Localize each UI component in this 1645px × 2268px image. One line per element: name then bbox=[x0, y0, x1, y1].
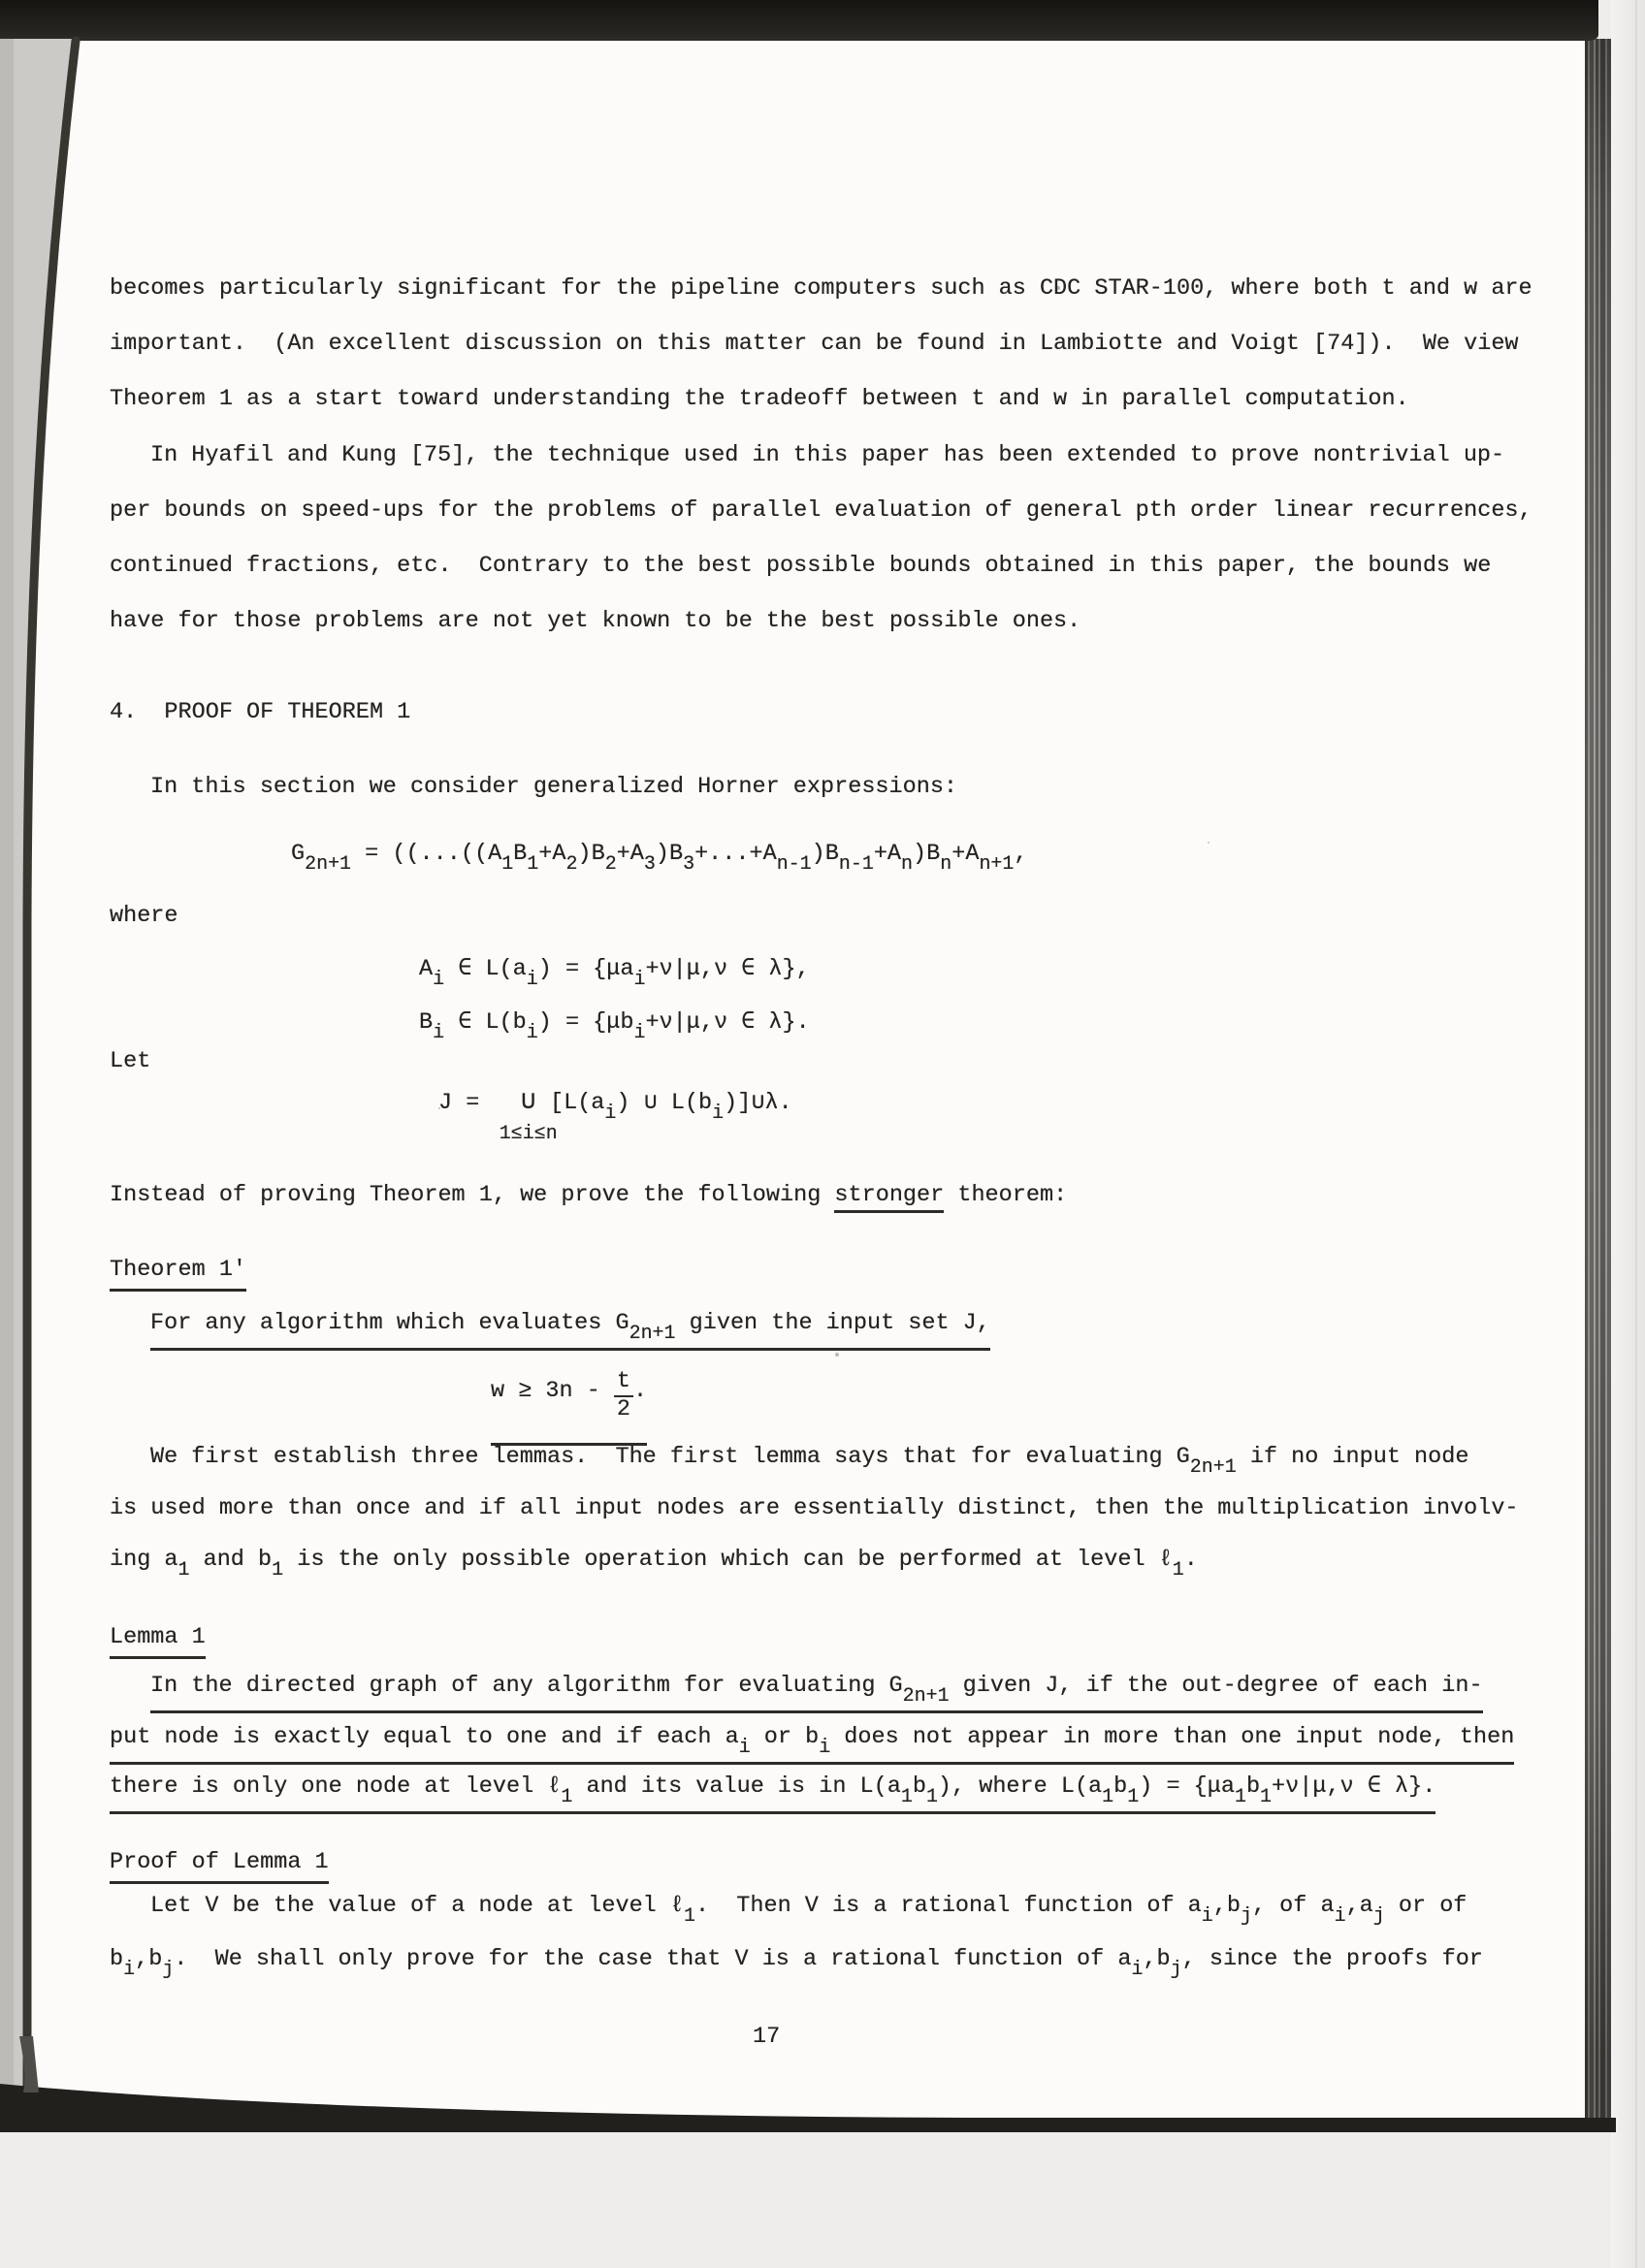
line-where: where bbox=[110, 903, 178, 929]
line-proof-2: $b_i,b_j$. We shall only prove for the case that V is a rational function of $a_i,b_j$, since the proofs for bbox=[110, 1946, 1483, 1980]
line-eq-a: $A_i$ ∈ $L(a_i) = \{\mu a_i+\nu|\mu,\nu$ ∈ λ}, bbox=[419, 956, 810, 990]
line-p3-1: In this section we consider generalized Horner expressions: bbox=[150, 774, 958, 800]
line-lemma-1: In the directed graph of any algorithm for evaluating $G_{2n+1}$ given J, if the out-degree of each in- bbox=[150, 1672, 1483, 1713]
line-sec-heading: 4. PROOF OF THEOREM 1 bbox=[110, 699, 411, 725]
line-eq-j: J = ∪ 1≤i≤n [$L(a_i)$ ∪ $L(b_i)]\cup\lambda$. bbox=[438, 1088, 792, 1144]
line-eq-g: $G_{2n+1} = ((...((A_1B_1+A_2)B_2+A_3)B_3+...+A_{n-1})B_{n-1}+A_n)B_n+A_{n+1}$, bbox=[291, 841, 1028, 875]
line-let: Let bbox=[110, 1048, 151, 1074]
line-proof-1: Let V be the value of a node at level ℓ$_1$. Then V is a rational function of $a_i,b_j$, of $a_i,a_j$ or of bbox=[150, 1893, 1468, 1927]
line-eq-b: $B_i$ ∈ $L(b_i) = \{\mu b_i+\nu|\mu,\nu$ ∈ λ}. bbox=[419, 1009, 810, 1043]
line-p1-3: Theorem 1 as a start toward understanding the tradeoff between t and w in parallel computation. bbox=[110, 386, 1409, 412]
line-p1-1: becomes particularly significant for the pipeline computers such as CDC STAR-100, where both t and w are bbox=[110, 275, 1532, 302]
line-p5-1: We first establish three lemmas. The first lemma says that for evaluating $G_{2n+1}$ if no input node bbox=[150, 1444, 1469, 1478]
line-p4-1: Instead of proving Theorem 1, we prove the following stronger theorem: bbox=[110, 1181, 1067, 1210]
line-lemma-3: there is only one node at level ℓ$_1$ and its value is in $L(a_1b_1)$, where $L(a_1b_1) = \{\mu a_1b_1+\nu|\mu,\nu$ ∈ λ}. bbox=[110, 1773, 1435, 1814]
line-page-number: 17 bbox=[753, 2024, 781, 2050]
line-p2-1: In Hyafil and Kung [75], the technique used in this paper has been extended to prove nontrivial up- bbox=[150, 442, 1505, 468]
line-proof-heading: Proof of Lemma 1 bbox=[110, 1848, 329, 1884]
line-p1-2: important. (An excellent discussion on this matter can be found in Lambiotte and Voigt [74]). We view bbox=[110, 331, 1519, 357]
line-thm-1: For any algorithm which evaluates $G_{2n+1}$ given the input set J, bbox=[150, 1309, 990, 1351]
line-p2-4: have for those problems are not yet known to be the best possible ones. bbox=[110, 608, 1081, 634]
line-thm-heading: Theorem 1' bbox=[110, 1256, 246, 1292]
line-p5-3: ing $a_1$ and $b_1$ is the only possible operation which can be performed at level ℓ$_1$. bbox=[110, 1547, 1198, 1581]
union-operator: ∪ 1≤i≤n bbox=[499, 1088, 558, 1144]
line-p2-2: per bounds on speed-ups for the problems of parallel evaluation of general pth order linear recurrences, bbox=[110, 497, 1532, 524]
line-p2-3: continued fractions, etc. Contrary to the best possible bounds obtained in this paper, the bounds we bbox=[110, 553, 1492, 579]
line-lemma-heading: Lemma 1 bbox=[110, 1623, 206, 1659]
line-p5-2: is used more than once and if all input nodes are essentially distinct, then the multiplication involv- bbox=[110, 1495, 1519, 1521]
line-eq-w: w ≥ 3n - $\frac{t}{2}$ . bbox=[491, 1370, 647, 1446]
fraction: $\frac{t}{2}$ bbox=[614, 1370, 633, 1421]
line-lemma-2: put node is exactly equal to one and if each $a_i$ or $b_i$ does not appear in more than one input node, then bbox=[110, 1723, 1514, 1765]
